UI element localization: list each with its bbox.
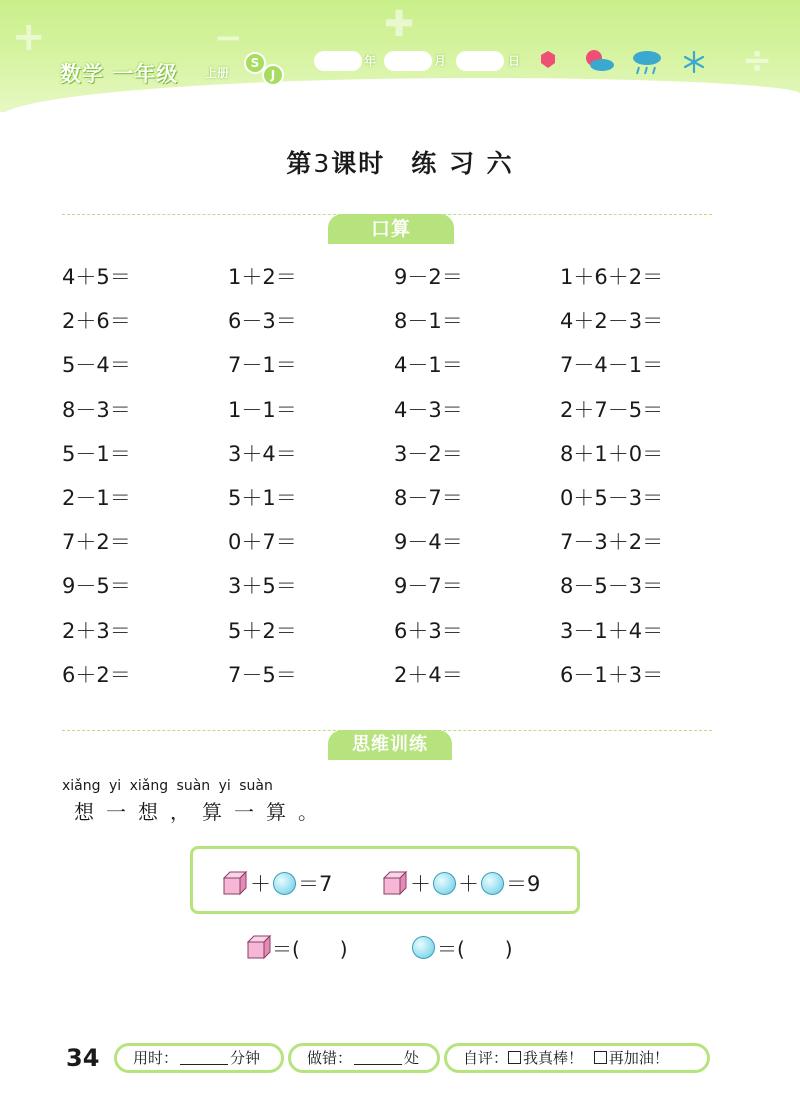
- equation-1-total: ＝7: [298, 872, 333, 896]
- day-field[interactable]: [456, 51, 504, 71]
- oral-problem: 8－7＝: [394, 485, 463, 510]
- plus-sign: ＋: [250, 872, 271, 896]
- snow-icon[interactable]: [682, 50, 706, 74]
- plus-decoration-icon: +: [12, 14, 46, 60]
- title-exercise: 练 习 六: [411, 149, 514, 178]
- lesson-number: 3: [313, 149, 332, 178]
- partly-cloudy-icon[interactable]: [582, 48, 616, 74]
- lesson-title: [0, 144, 800, 180]
- oral-problem: 5＋2＝: [228, 618, 297, 643]
- errors-label: 做错：: [307, 1049, 353, 1067]
- cube-answer: [246, 932, 348, 962]
- year-label: 年: [364, 54, 377, 68]
- circle-icon: [273, 872, 296, 895]
- publisher-badge-j: J: [262, 64, 284, 86]
- oral-problem: 6－1＋3＝: [560, 662, 664, 687]
- year-field[interactable]: [314, 51, 362, 71]
- oral-problem: 8－1＝: [394, 309, 463, 334]
- time-input[interactable]: [180, 1048, 228, 1065]
- time-unit: 分钟: [230, 1049, 261, 1067]
- month-field[interactable]: [384, 51, 432, 71]
- cube-icon: [382, 870, 408, 896]
- oral-problem: 5＋1＝: [228, 485, 297, 510]
- oral-problem: 1－1＝: [228, 397, 297, 422]
- oral-problem: 3－1＋4＝: [560, 618, 664, 643]
- errors-input[interactable]: [354, 1048, 402, 1065]
- oral-problem: 3＋4＝: [228, 441, 297, 466]
- equation-1: [222, 868, 334, 898]
- equation-2: [382, 868, 542, 898]
- minus-decoration-icon: −: [214, 18, 243, 58]
- oral-problem: 6＋3＝: [394, 618, 463, 643]
- time-label: 用时：: [133, 1049, 179, 1067]
- oral-problem: 9－5＝: [62, 574, 131, 599]
- oral-problem: 4－3＝: [394, 397, 463, 422]
- option-try: 再加油！: [608, 1049, 669, 1067]
- oral-problem: 6－3＝: [228, 309, 297, 334]
- publisher-badge-s: S: [244, 52, 266, 74]
- oral-problem: 0＋5－3＝: [560, 485, 664, 510]
- rain-icon[interactable]: [630, 48, 664, 78]
- oral-problem: 8＋1＋0＝: [560, 441, 664, 466]
- month-label: 月: [434, 54, 447, 68]
- times-decoration-icon: ✚: [384, 4, 415, 45]
- errors-pill: [288, 1043, 440, 1073]
- circle-answer-blank[interactable]: ＝( ): [437, 936, 513, 961]
- divide-decoration-icon: ÷: [742, 40, 773, 81]
- oral-problem: 8－5－3＝: [560, 574, 664, 599]
- oral-problem: 2＋7－5＝: [560, 397, 664, 422]
- oral-problem: 2＋6＝: [62, 309, 131, 334]
- plus-sign: ＋: [458, 872, 479, 896]
- self-eval-pill: [444, 1043, 710, 1073]
- plus-sign: ＋: [410, 872, 431, 896]
- oral-problem: 7－4－1＝: [560, 353, 664, 378]
- cube-icon: [246, 934, 272, 960]
- oral-problem: 7－1＝: [228, 353, 297, 378]
- circle-icon: [433, 872, 456, 895]
- errors-unit: 处: [404, 1049, 420, 1067]
- oral-problem: 5－1＝: [62, 441, 131, 466]
- sunny-icon[interactable]: [536, 48, 560, 72]
- circle-icon: [412, 936, 435, 959]
- cube-answer-blank[interactable]: ＝( ): [272, 936, 348, 961]
- option-great: 我真棒！: [523, 1049, 584, 1067]
- oral-problem: 9－2＝: [394, 265, 463, 289]
- oral-problem: 2－1＝: [62, 485, 131, 510]
- cube-icon: [222, 870, 248, 896]
- subject-grade: 数学 一年级: [60, 62, 179, 86]
- thinking-section-tab: 思维训练: [328, 730, 452, 760]
- oral-problem: 3＋5＝: [228, 574, 297, 599]
- oral-problem: 7－3＋2＝: [560, 530, 664, 555]
- oral-problem: 6＋2＝: [62, 662, 131, 687]
- circle-answer: [412, 932, 513, 962]
- circle-icon: [481, 872, 504, 895]
- oral-problem-grid: [62, 258, 742, 700]
- oral-problem: 4＋5＝: [62, 265, 131, 289]
- oral-problem: 4＋2－3＝: [560, 309, 664, 334]
- try-checkbox[interactable]: [594, 1051, 607, 1064]
- oral-problem: 7－5＝: [228, 662, 297, 687]
- oral-problem: 4－1＝: [394, 353, 463, 378]
- oral-problem: 1＋2＝: [228, 265, 297, 289]
- title-lesson-word: 课时: [331, 149, 386, 178]
- title-prefix: 第: [286, 149, 314, 178]
- oral-problem: 0＋7＝: [228, 530, 297, 555]
- prompt-text: 想一想，算一算。: [74, 800, 330, 824]
- page-number: 34: [66, 1044, 100, 1072]
- self-eval-label: 自评：: [463, 1049, 509, 1067]
- oral-problem: 3－2＝: [394, 441, 463, 466]
- day-label: 日: [508, 54, 521, 68]
- oral-problem: 9－4＝: [394, 530, 463, 555]
- oral-problem: 1＋6＋2＝: [560, 265, 664, 289]
- oral-problem: 2＋4＝: [394, 662, 463, 687]
- oral-problem: 2＋3＝: [62, 618, 131, 643]
- time-spent-pill: [114, 1043, 284, 1073]
- volume-label: 上册: [205, 66, 230, 80]
- equation-2-total: ＝9: [506, 872, 541, 896]
- oral-problem: 5－4＝: [62, 353, 131, 378]
- prompt-pinyin: xiǎng yi xiǎng suàn yi suàn: [62, 778, 273, 794]
- oral-problem: 7＋2＝: [62, 530, 131, 555]
- great-checkbox[interactable]: [508, 1051, 521, 1064]
- oral-problem: 8－3＝: [62, 397, 131, 422]
- oral-problem: 9－7＝: [394, 574, 463, 599]
- oral-section-tab: 口算: [328, 214, 454, 244]
